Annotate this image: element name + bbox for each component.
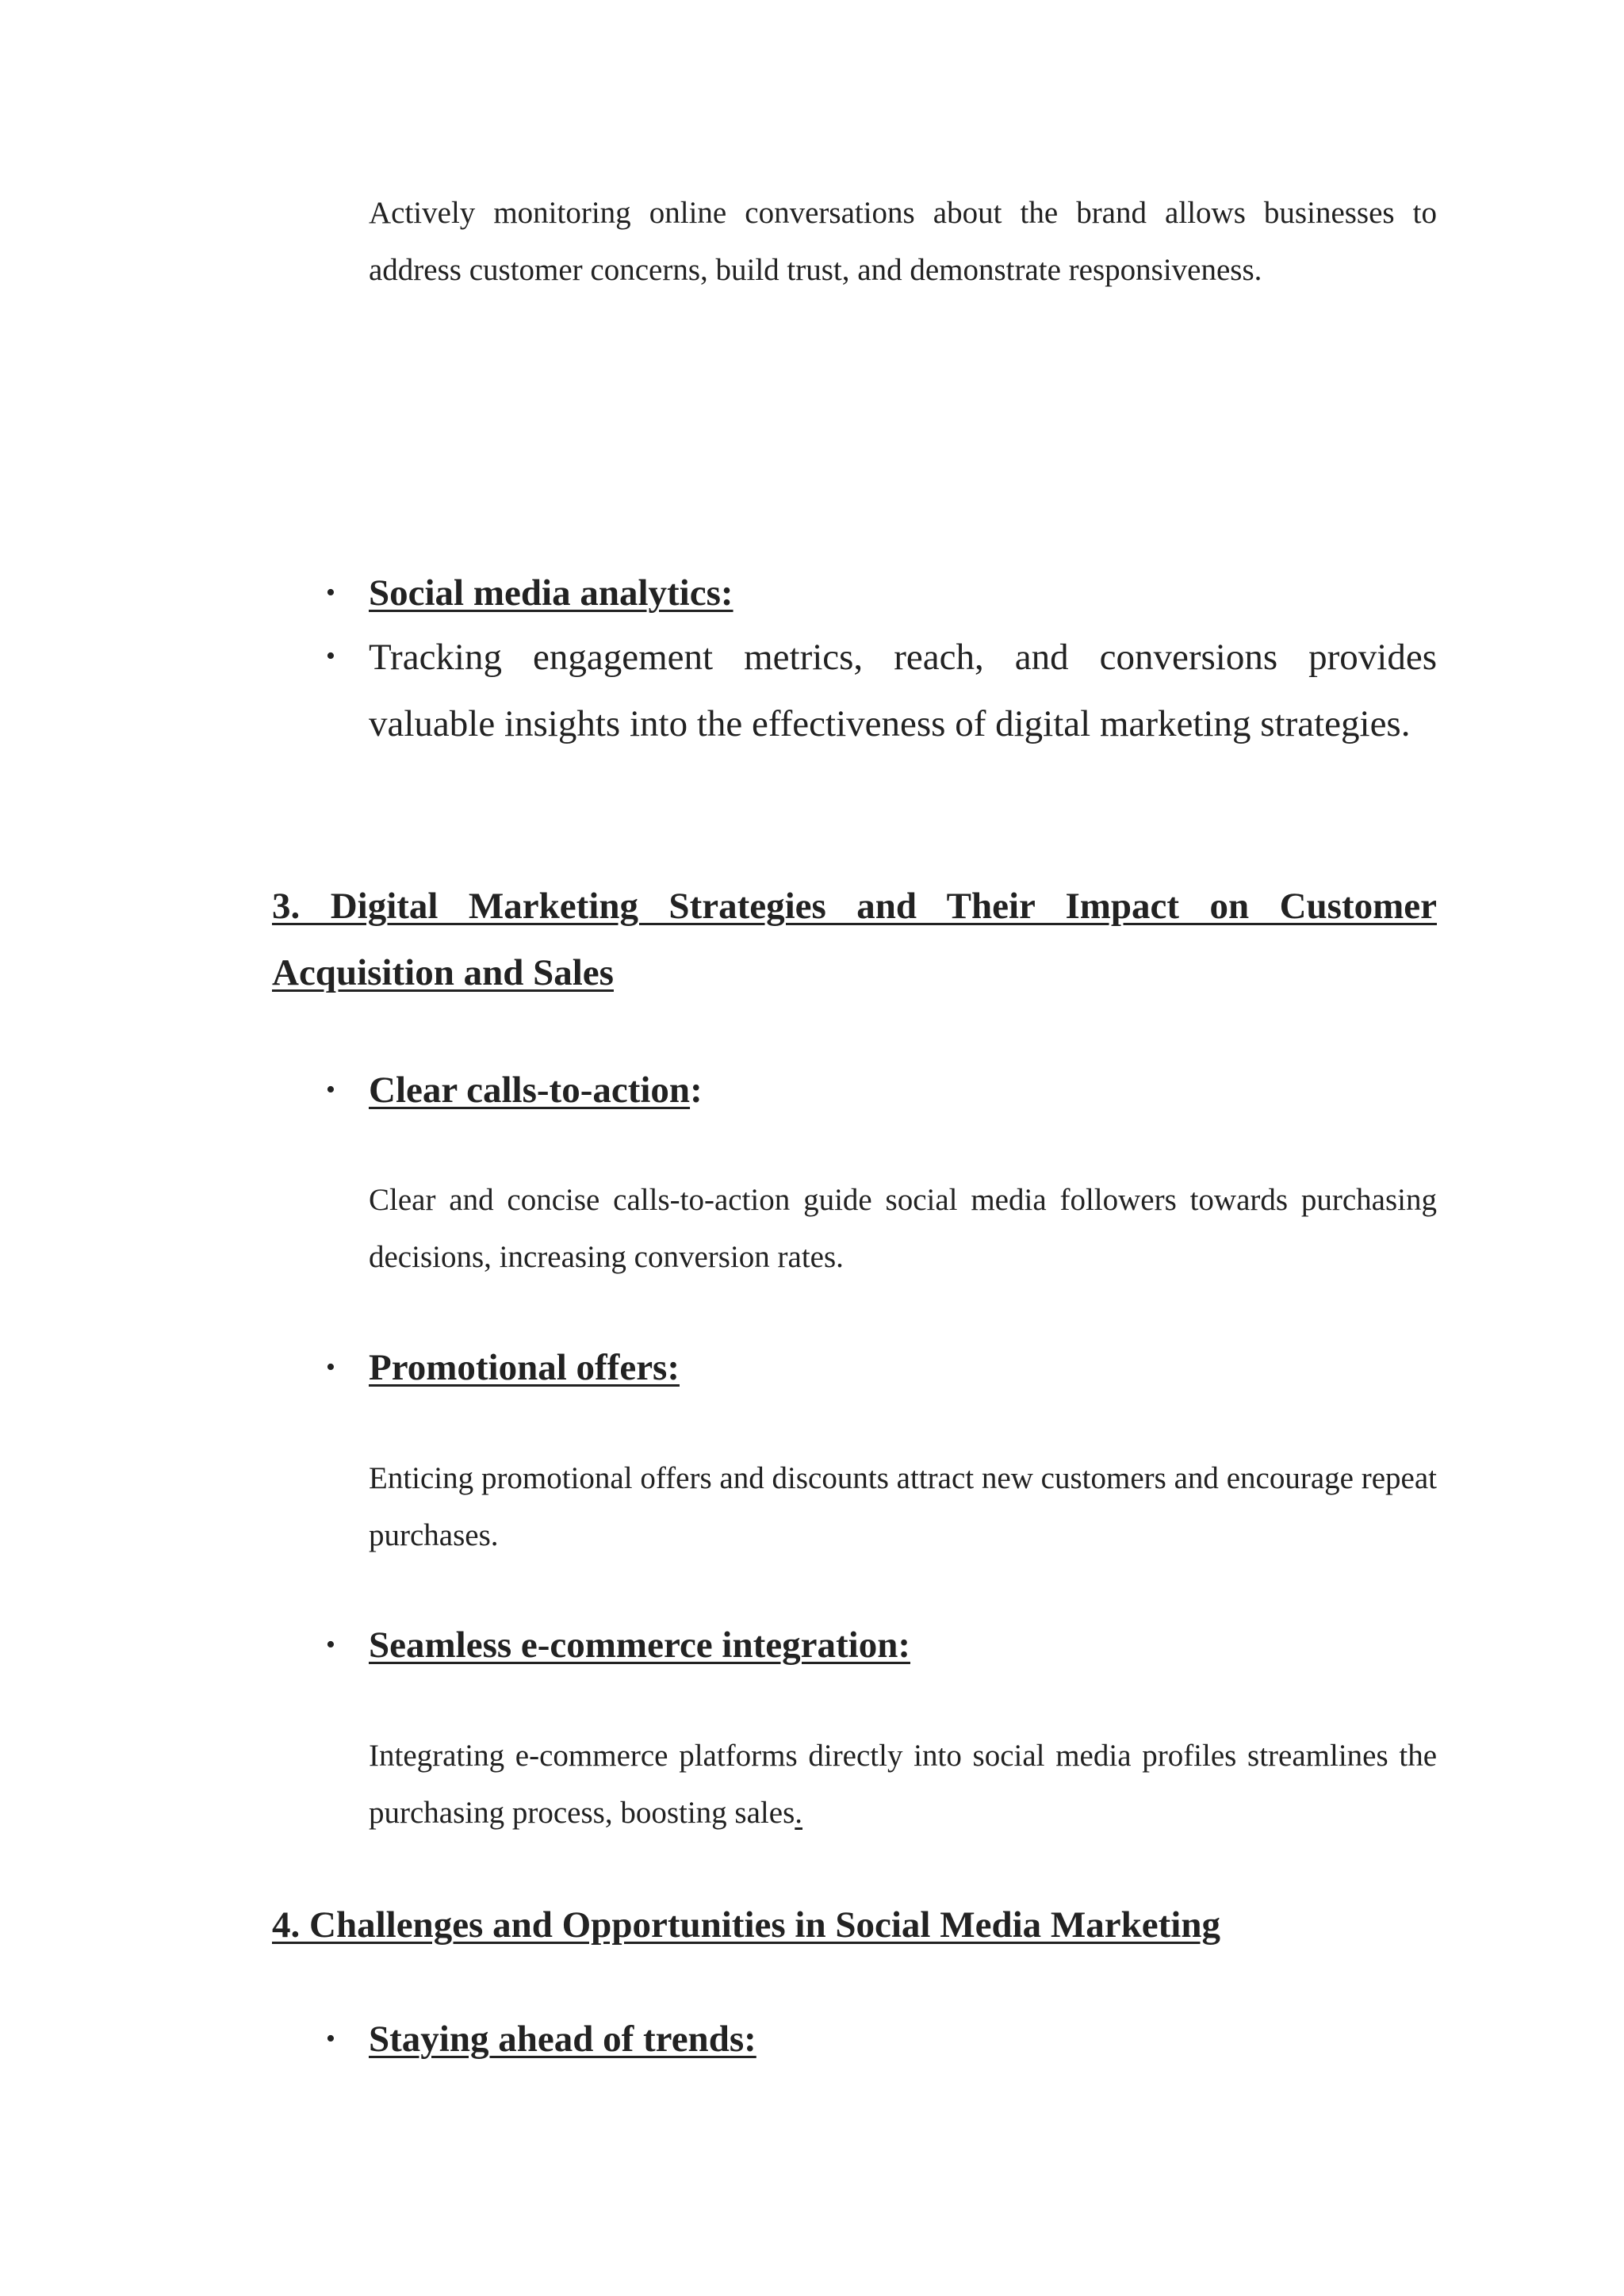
section-4-title: 4. Challenges and Opportunities in Social Media Marketing [272,1904,1220,1946]
bullet-marker: • [326,578,335,607]
cta-text: Clear and concise calls-to-action guide social media followers towards purchasing decisions, increasing conversion rates. [369,1183,1437,1274]
cta-paragraph-block [369,1172,1437,1286]
intro-paragraph-block [369,185,1437,299]
ecommerce-heading: Seamless e-commerce integration: [369,1624,910,1666]
bullet-marker: • [326,1630,335,1659]
promotional-offers-text: Enticing promotional offers and discounts attract new customers and encourage repeat purchases. [369,1461,1437,1552]
cta-heading-colon: : [690,1070,703,1111]
bullet-item-cta [369,1066,1437,1114]
bullet-item-promotional-offers [369,1344,1437,1391]
promotional-offers-paragraph-block [369,1450,1437,1564]
bullet-item-trends [369,2015,1437,2063]
trends-heading: Staying ahead of trends: [369,2019,756,2060]
analytics-text: Tracking engagement metrics, reach, and conversions provides valuable insights into the effectiveness of digital marketing strategies. [369,637,1437,744]
promotional-offers-heading: Promotional offers: [369,1347,680,1388]
intro-paragraph: Actively monitoring online conversations about the brand allows businesses to address customer concerns, build trust, and demonstrate responsiveness. [369,196,1437,287]
section-3-title: 3. Digital Marketing Strategies and Their Impact on Customer Acquisition and Sales [272,886,1437,993]
bullet-item-analytics-text [369,624,1437,757]
section-3-heading [272,873,1437,1006]
section-4-heading [272,1892,1437,1958]
ecommerce-text-period: . [795,1796,802,1830]
bullet-marker: • [326,641,335,671]
bullet-marker: • [326,1353,335,1382]
ecommerce-paragraph-block [369,1728,1437,1842]
bullet-marker: • [326,1075,335,1104]
bullet-item-ecommerce [369,1621,1437,1669]
cta-heading: Clear calls-to-action [369,1070,691,1111]
bullet-item-analytics [369,569,1437,617]
bullet-marker: • [326,2024,335,2053]
analytics-heading: Social media analytics: [369,572,733,614]
ecommerce-text: Integrating e-commerce platforms directly into social media profiles streamlines the purchasing process, boosting sales [369,1739,1437,1830]
